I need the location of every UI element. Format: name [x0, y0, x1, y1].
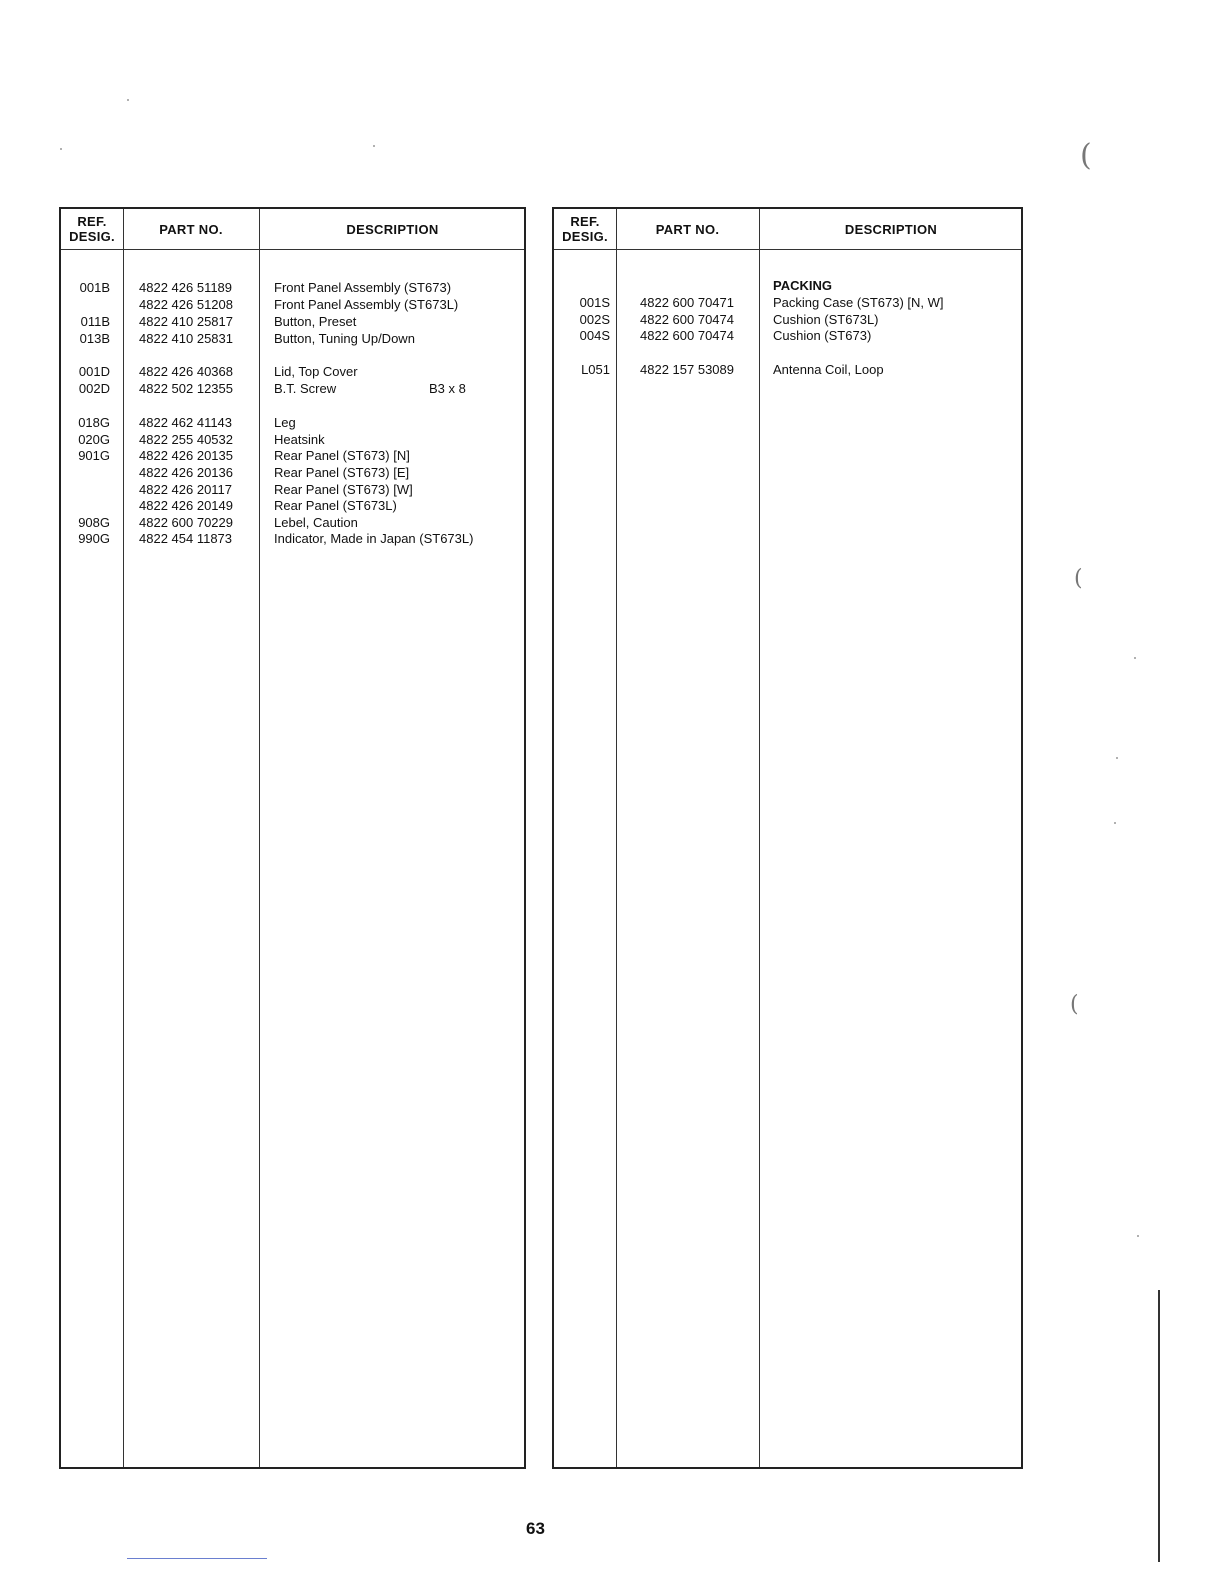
- table-row: [61, 464, 524, 481]
- table-row: [61, 530, 524, 547]
- parts-table-left: [59, 207, 526, 1469]
- cell-part: 4822 502 12355: [139, 381, 233, 396]
- scan-speck: [60, 148, 62, 150]
- cell-ref: 990G: [78, 531, 110, 546]
- cell-part: 4822 426 20117: [139, 482, 233, 497]
- cell-desc: Cushion (ST673): [773, 328, 872, 343]
- cell-part: 4822 600 70474: [640, 328, 734, 343]
- page-number: 63: [526, 1519, 545, 1538]
- table-row: [61, 279, 524, 296]
- scan-edge-line: [1158, 1290, 1160, 1562]
- header-divider: [61, 249, 524, 250]
- cell-desc: Cushion (ST673L): [773, 312, 879, 327]
- table-row: [554, 327, 1021, 344]
- cell-part: 4822 410 25817: [139, 314, 233, 329]
- cell-desc: Lebel, Caution: [274, 515, 358, 530]
- cell-desc: Rear Panel (ST673) [W]: [274, 482, 413, 497]
- header-ref-line2: DESIG.: [69, 229, 115, 244]
- cell-extra: B3 x 8: [429, 381, 466, 396]
- cell-desc: PACKING: [773, 278, 832, 293]
- scan-speck: [1134, 657, 1136, 659]
- table-row: [61, 447, 524, 464]
- hole-punch-mark: (: [1074, 566, 1083, 591]
- cell-ref: 020G: [78, 432, 110, 447]
- cell-ref: 018G: [78, 415, 110, 430]
- cell-part: 4822 426 20136: [139, 465, 233, 480]
- header-description: DESCRIPTION: [844, 221, 938, 237]
- cell-desc: Heatsink: [274, 432, 325, 447]
- cell-part: 4822 600 70471: [640, 295, 734, 310]
- column-divider: [616, 209, 617, 1467]
- cell-ref: 001D: [78, 364, 110, 379]
- cell-desc: Button, Preset: [274, 314, 357, 329]
- scan-speck: [373, 145, 375, 147]
- cell-part: 4822 255 40532: [139, 432, 233, 447]
- cell-part: 4822 426 40368: [139, 364, 233, 379]
- cell-desc: Rear Panel (ST673L): [274, 498, 397, 513]
- table-row: [61, 363, 524, 380]
- cell-desc: Front Panel Assembly (ST673): [274, 280, 452, 295]
- table-row: [61, 514, 524, 531]
- cell-desc: Rear Panel (ST673) [N]: [274, 448, 410, 463]
- column-divider: [123, 209, 124, 1467]
- cell-ref: 901G: [78, 448, 110, 463]
- table-row: [554, 361, 1021, 378]
- bottom-rule: [127, 1558, 267, 1559]
- cell-part: 4822 410 25831: [139, 331, 233, 346]
- cell-part: 4822 426 51208: [139, 297, 233, 312]
- cell-part: 4822 426 20135: [139, 448, 233, 463]
- cell-desc: Rear Panel (ST673) [E]: [274, 465, 410, 480]
- table-row: [61, 313, 524, 330]
- table-row: [61, 330, 524, 347]
- table-row: [554, 277, 1021, 294]
- column-divider: [759, 209, 760, 1467]
- cell-part: 4822 600 70474: [640, 312, 734, 327]
- header-part-no: PART NO.: [655, 221, 720, 237]
- cell-desc: Packing Case (ST673) [N, W]: [773, 295, 944, 310]
- scan-speck: [1116, 757, 1118, 759]
- header-ref-line1: REF.: [570, 214, 600, 229]
- cell-part: 4822 426 20149: [139, 498, 233, 513]
- header-description: DESCRIPTION: [346, 221, 439, 237]
- cell-ref: 011B: [80, 314, 110, 329]
- scan-speck: [127, 99, 129, 101]
- cell-part: 4822 600 70229: [139, 515, 233, 530]
- cell-part: 4822 462 41143: [139, 415, 233, 430]
- cell-part: 4822 157 53089: [640, 362, 734, 377]
- cell-desc: Lid, Top Cover: [274, 364, 358, 379]
- cell-ref: 002D: [78, 381, 110, 396]
- table-row: [61, 380, 524, 397]
- table-row: [554, 294, 1021, 311]
- cell-ref: 004S: [579, 328, 610, 343]
- cell-part: 4822 454 11873: [139, 531, 233, 546]
- cell-desc: Button, Tuning Up/Down: [274, 331, 415, 346]
- cell-desc: Front Panel Assembly (ST673L): [274, 297, 459, 312]
- table-row: [61, 296, 524, 313]
- parts-table-right: [552, 207, 1023, 1469]
- scan-speck: [1114, 822, 1116, 824]
- table-row: [61, 431, 524, 448]
- cell-desc: B.T. Screw: [274, 381, 337, 396]
- cell-ref: 001S: [579, 295, 610, 310]
- header-ref-line2: DESIG.: [562, 229, 608, 244]
- cell-desc: Indicator, Made in Japan (ST673L): [274, 531, 474, 546]
- header-divider: [554, 249, 1021, 250]
- scan-speck: [1137, 1235, 1139, 1237]
- cell-ref: 908G: [78, 515, 110, 530]
- table-row: [61, 414, 524, 431]
- cell-ref: 001B: [79, 280, 110, 295]
- hole-punch-mark: (: [1080, 138, 1092, 173]
- header-ref-desig: [61, 209, 123, 249]
- cell-ref: 013B: [79, 331, 110, 346]
- cell-ref: L051: [581, 362, 610, 377]
- table-row: [554, 311, 1021, 328]
- hole-punch-mark: (: [1070, 992, 1079, 1017]
- column-divider: [259, 209, 260, 1467]
- cell-part: 4822 426 51189: [139, 280, 233, 295]
- table-row: [61, 497, 524, 514]
- table-row: [61, 481, 524, 498]
- header-ref-line1: REF.: [77, 214, 107, 229]
- cell-desc: Leg: [274, 415, 296, 430]
- cell-ref: 002S: [579, 312, 610, 327]
- header-part-no: PART NO.: [159, 221, 223, 237]
- cell-desc: Antenna Coil, Loop: [773, 362, 884, 377]
- header-ref-desig: [554, 209, 616, 249]
